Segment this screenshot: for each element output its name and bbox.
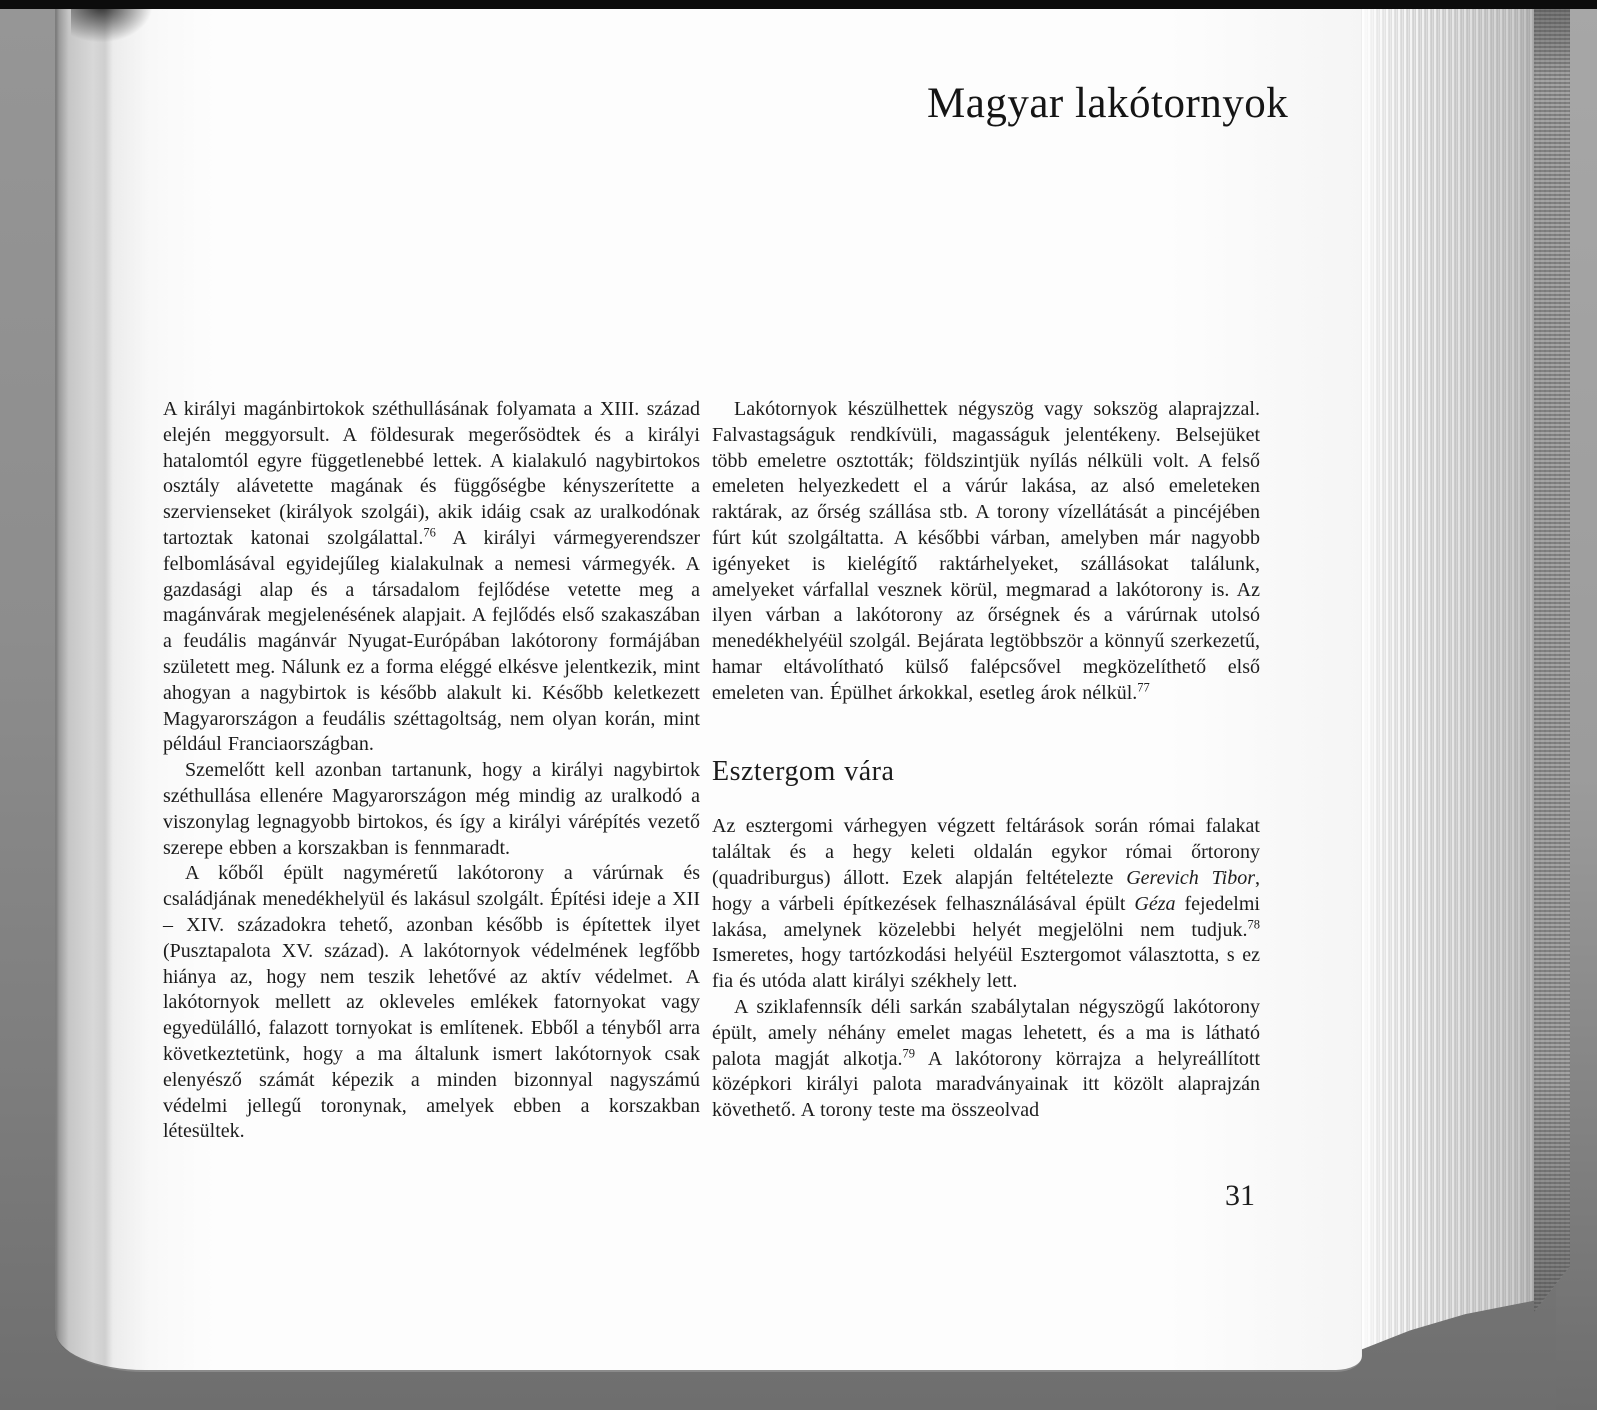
page-fan-edge bbox=[1362, 0, 1534, 1352]
paragraph: A királyi magánbirtokok széthullásának folyamata a XIII. század elején meggyorsult. A földesurak megerősödtek és a királyi hatalomtól egyre függetlenebbé lettek. A kialakuló nagybirtokos osztály alávetette magának és függőségbe kényszerítette a szervienseket (királyok szolgái), akik idáig csak az uralkodónak tartoztak katonai szolgálattal.$^{76}$ A királyi vármegyerendszer felbomlásával egyidejűleg kialakulnak a nemesi vármegyék. A gazdasági alap és a társadalom fejlődése vetette meg a magánvárak megjelenésének alapjait. A fejlődés első szakaszában a feudális magánvár Nyugat-Európában lakótorony formájában született meg. Nálunk ez a forma eléggé elkésve jelentkezik, mint ahogyan a nagybirtok is később alakult ki. Később keletkezett Magyarországon a feudális széttagoltság, nem olyan korán, mint például Franciaországban. bbox=[163, 398, 700, 756]
section-heading: Esztergom vára bbox=[712, 755, 895, 787]
right-column-top bbox=[712, 397, 1260, 707]
right-column-bottom bbox=[712, 814, 1260, 1124]
book-cover-edge bbox=[1534, 0, 1570, 1312]
paragraph: Szemelőtt kell azonban tartanunk, hogy a királyi nagybirtok széthullása ellenére Magyarországon még mindig az uralkodó a viszonylag legnagyobb birtokos, és így a királyi várépítés vezető szerepe ebben a korszakban is fennmaradt. bbox=[163, 759, 700, 859]
paragraph: A kőből épült nagyméretű lakótorony a várúrnak és családjának menedékhelyül és lakásul szolgált. Építési ideje a XII – XIV. századokra tehető, azonban később is építettek ilyet (Pusztapalota XV. század). A lakótornyok védelmének legfőbb hiánya az, hogy nem teszik lehetővé az aktív védelmet. A lakótornyok mellett az okleveles emlékek fatornyokat vagy egyedülálló, falazott tornyokat is említenek. Ebből a tényből arra következtetünk, hogy a ma általunk ismert lakótornyok csak elenyésző számát képezik a minden bizonnyal nagyszámú védelmi jellegű toronynak, amelyek ebben a korszakban létesültek. bbox=[163, 862, 700, 1143]
right-text-column bbox=[712, 397, 1260, 1124]
scan-top-edge bbox=[0, 0, 1597, 9]
paragraph: Az esztergomi várhegyen végzett feltárások során római falakat találtak és a hegy keleti oldalán egykor római őrtorony (quadriburgus) állott. Ezek alapján feltételezte Gerevich Tibor, hogy a várbeli építkezések felhasználásával épült Géza fejedelmi lakása, amelynek közelebbi helyét megjelölni nem tudjuk.$^{78}$ Ismeretes, hogy tartózkodási helyéül Esztergomot választotta, s ez fia és utóda alatt királyi székhely lett. bbox=[712, 815, 1260, 993]
paragraph: Lakótornyok készülhettek négyszög vagy sokszög alaprajzzal. Falvastagságuk rendkívüli, magasságuk jelentékeny. Belsejüket több emeletre osztották; földszintjük nyílás nélküli volt. A felső emeleten helyezkedett el a várúr lakása, az alsó emeleteken raktárak, az őrség szállása stb. A torony vízellátását a pincéjében fúrt kút szolgáltatta. A későbbi várban, amelyben már nagyobb igényeket is kielégítő raktárhelyeket, szállásokat találunk, amelyeket várfallal vesznek körül, megmarad a lakótorony is. Az ilyen várban a lakótorony az őrségnek és a várúrnak utolsó menedékhelyéül szolgál. Bejárata legtöbbször a könnyű szerkezetű, hamar eltávolítható külső falépcsővel megközelíthető első emeleten van. Épülhet árkokkal, esetleg árok nélkül.$^{77}$ bbox=[712, 398, 1260, 704]
book-page bbox=[55, 5, 1362, 1372]
page-number: 31 bbox=[1225, 1179, 1255, 1212]
page-title: Magyar lakótornyok bbox=[927, 80, 1289, 127]
left-text-column bbox=[163, 397, 700, 1145]
paragraph: A sziklafennsík déli sarkán szabálytalan négyszögű lakótorony épült, amely néhány emelet magas lehetett, és a ma is látható palota magját alkotja.$^{79}$ A lakótorony körrajza a helyreállított középkori királyi palota maradványainak itt közölt alaprajzán követhető. A torony teste ma összeolvad bbox=[712, 995, 1260, 1122]
spine-corner-shadow bbox=[71, 5, 157, 55]
